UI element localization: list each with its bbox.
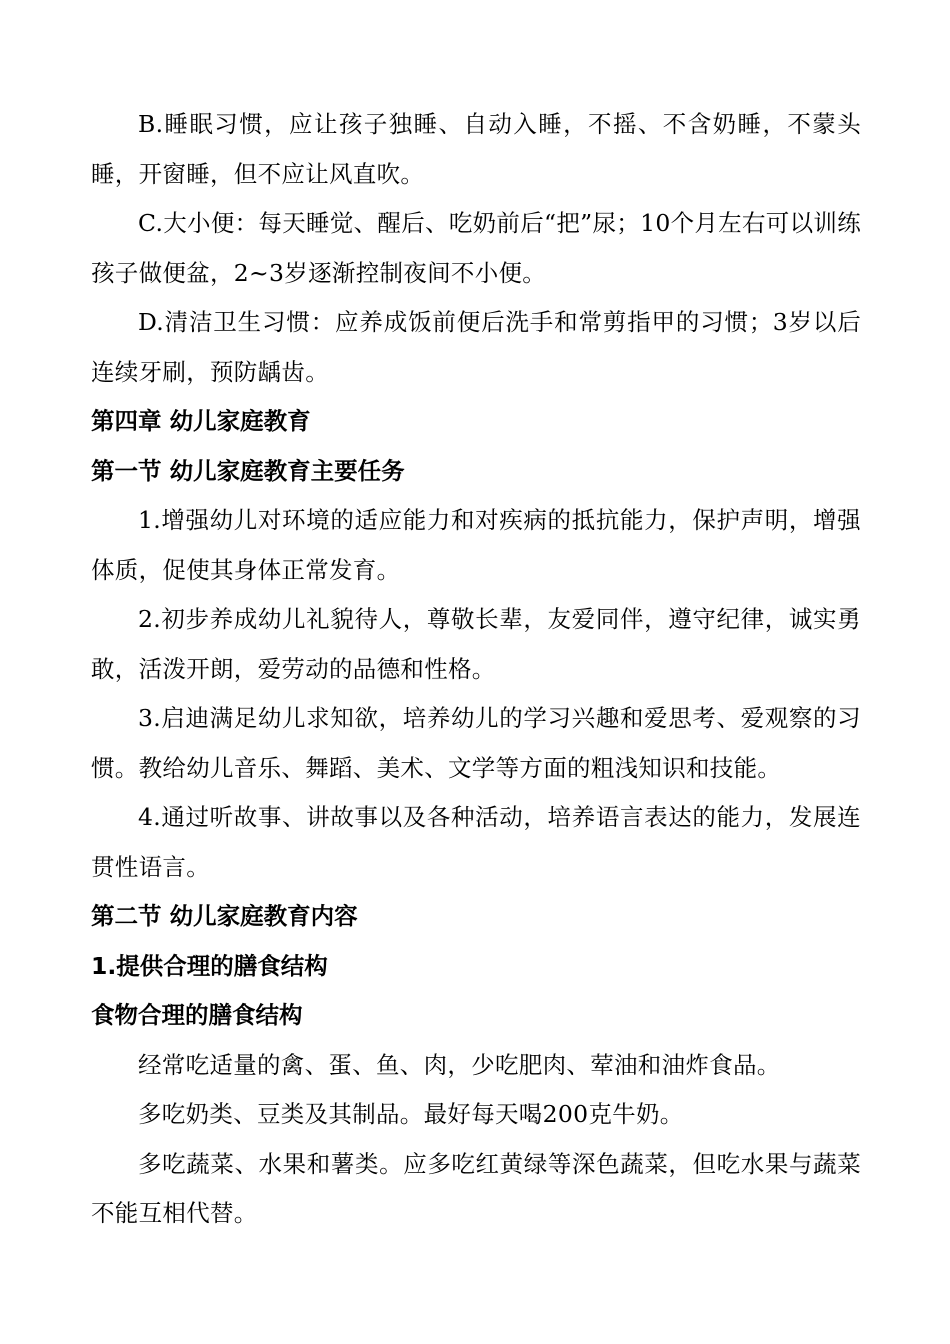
- paragraph-toilet-habit: C.大小便：每天睡觉、醒后、吃奶前后“把”尿；10个月左右可以训练孩子做便盆，2~3岁逐渐控制夜间不小便。: [91, 209, 861, 287]
- section-title-tasks: 第一节 幼儿家庭教育主要任务: [91, 456, 405, 485]
- diet-item-1: 经常吃适量的禽、蛋、鱼、肉，少吃肥肉、荤油和油炸食品。: [138, 1050, 781, 1079]
- paragraph-hygiene-habit: D.清洁卫生习惯：应养成饭前便后洗手和常剪指甲的习惯；3岁以后连续牙刷，预防龋齿。: [91, 308, 861, 386]
- chapter-title: 第四章 幼儿家庭教育: [91, 407, 311, 435]
- section-title-content: 第二节 幼儿家庭教育内容: [91, 902, 358, 930]
- subsubsection-title-diet-structure: 食物合理的膳食结构: [91, 1001, 303, 1029]
- subsection-title-diet: 1.提供合理的膳食结构: [91, 951, 328, 980]
- paragraph-sleep-habit: B.睡眠习惯，应让孩子独睡、自动入睡，不摇、不含奶睡，不蒙头睡，开窗睡，但不应让风直吹。: [91, 110, 861, 188]
- task-item-3: 3.启迪满足幼儿求知欲，培养幼儿的学习兴趣和爱思考、爱观察的习惯。教给幼儿音乐、舞蹈、美术、文学等方面的粗浅知识和技能。: [91, 704, 861, 782]
- task-item-1: 1.增强幼儿对环境的适应能力和对疾病的抵抗能力，保护声明，增强体质，促使其身体正常发育。: [91, 506, 861, 584]
- diet-item-3: 多吃蔬菜、水果和薯类。应多吃红黄绿等深色蔬菜，但吃水果与蔬菜不能互相代替。: [91, 1149, 861, 1227]
- diet-item-2: 多吃奶类、豆类及其制品。最好每天喝200克牛奶。: [138, 1100, 684, 1128]
- task-item-4: 4.通过听故事、讲故事以及各种活动，培养语言表达的能力，发展连贯性语言。: [91, 803, 861, 881]
- task-item-2: 2.初步养成幼儿礼貌待人，尊敬长辈，友爱同伴，遵守纪律，诚实勇敢，活泼开朗，爱劳动的品德和性格。: [91, 605, 861, 683]
- document-page: [91, 100, 861, 1239]
